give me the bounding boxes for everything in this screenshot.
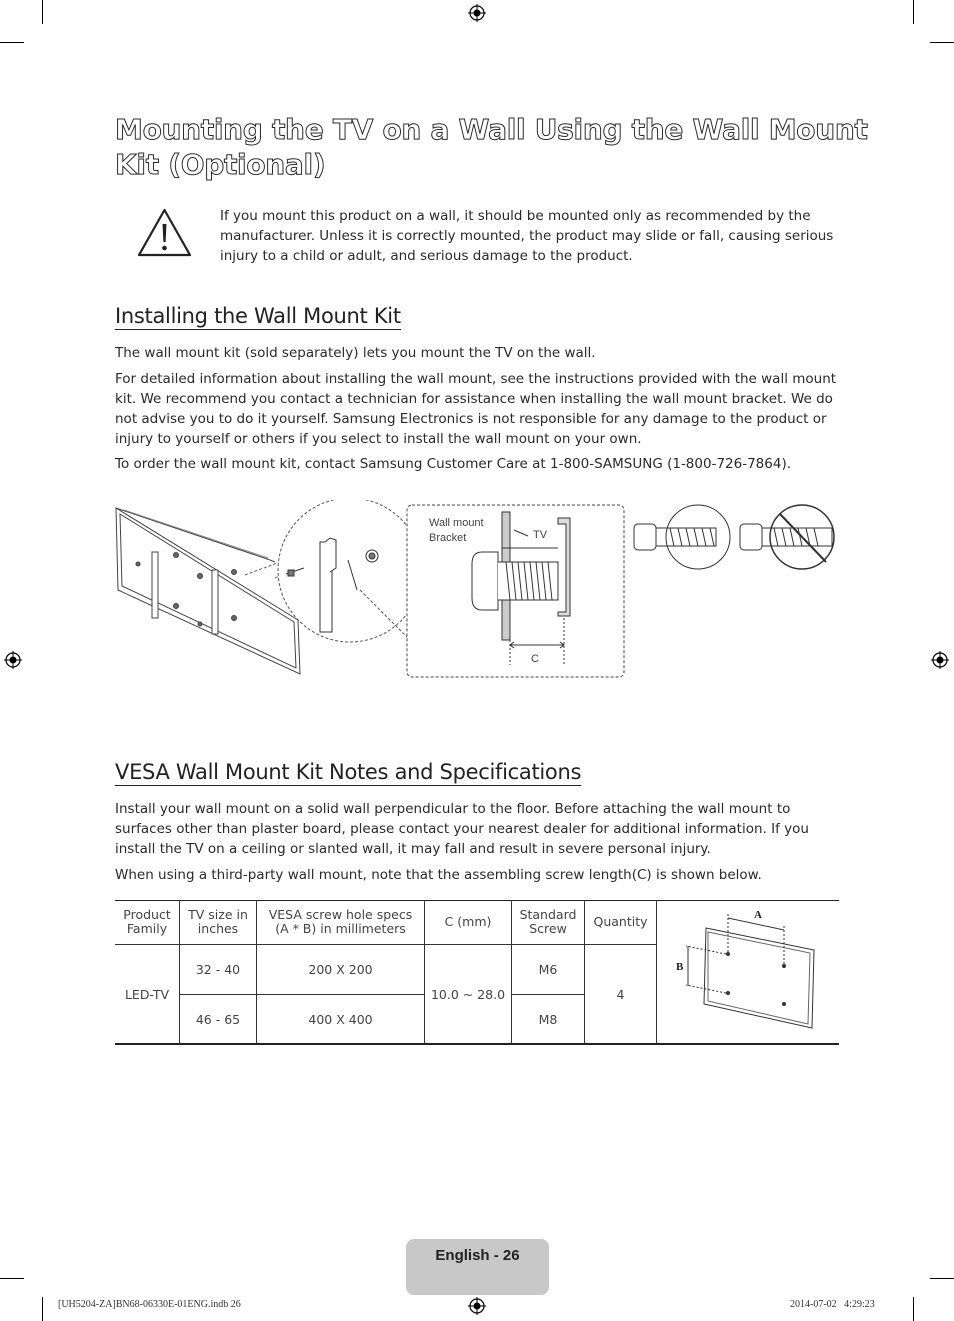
- label-wall-mount: Wall mount: [429, 517, 484, 529]
- header-product-family: Product Family: [115, 900, 180, 945]
- crop-mark: [0, 42, 24, 43]
- paragraph: Install your wall mount on a solid wall perpendicular to the floor. Before attaching the wall mount to surfaces other than plaster board, please contact your nearest dealer for additional information. If you install the TV on a ceiling or slanted wall, it may fall and result in severe personal injury.: [115, 801, 809, 857]
- label-tv: TV: [533, 529, 548, 541]
- crop-mark: [42, 1297, 43, 1321]
- crop-mark: [913, 1297, 914, 1321]
- page-number-tab: [406, 1239, 549, 1295]
- vesa-diagram-cell: [657, 900, 840, 1043]
- crop-mark: [930, 1278, 954, 1279]
- header-standard-screw: Standard Screw: [512, 900, 585, 945]
- page-title: Mounting the TV on a Wall Using the Wall Mount Kit (Optional): [115, 113, 868, 181]
- label-c: C: [531, 653, 539, 665]
- crop-mark: [42, 0, 43, 24]
- crop-mark: [930, 42, 954, 43]
- header-c-mm: C (mm): [425, 900, 512, 945]
- cell-quantity: 4: [585, 945, 657, 1044]
- vesa-spec-table: [115, 900, 839, 1043]
- warning-triangle-icon: [136, 207, 193, 259]
- print-slug-left: [UH5204-ZA]BN68-06330E-01ENG.indb 26: [58, 1299, 241, 1310]
- registration-mark-icon: [468, 4, 486, 22]
- registration-mark-icon: [468, 1297, 486, 1315]
- cell-size: 32 - 40: [180, 945, 257, 995]
- cell-size: 46 - 65: [180, 995, 257, 1044]
- registration-mark-icon: [4, 651, 22, 669]
- label-bracket: Bracket: [429, 532, 467, 544]
- section-heading-vesa: VESA Wall Mount Kit Notes and Specifications: [115, 760, 582, 784]
- header-quantity: Quantity: [585, 900, 657, 945]
- paragraph: When using a third-party wall mount, note that the assembling screw length(C) is shown below.: [115, 867, 762, 883]
- crop-mark: [913, 0, 914, 24]
- vesa-hole-diagram: [658, 900, 838, 1040]
- cell-vesa: 400 X 400: [257, 995, 425, 1044]
- header-vesa-specs: VESA screw hole specs (A * B) in millimeters: [257, 900, 425, 945]
- cell-screw: M8: [512, 995, 585, 1044]
- paragraph: To order the wall mount kit, contact Samsung Customer Care at 1-800-SAMSUNG (1-800-726-7864).: [115, 456, 792, 472]
- print-slug-right: 2014-07-02 4:29:23: [790, 1299, 875, 1310]
- warning-text: If you mount this product on a wall, it should be mounted only as recommended by the manufacturer. Unless it is correctly mounted, the product may slide or fall, causing serious injury to a child or adult, and serious damage to the product.: [220, 208, 834, 264]
- header-tv-size: TV size in inches: [180, 900, 257, 945]
- cell-vesa: 200 X 200: [257, 945, 425, 995]
- paragraph: The wall mount kit (sold separately) lets you mount the TV on the wall.: [115, 345, 596, 361]
- dimension-b-label: B: [676, 961, 684, 973]
- section-heading-installing: Installing the Wall Mount Kit: [115, 304, 401, 328]
- table-bottom-rule: [115, 1043, 839, 1045]
- dimension-a-label: A: [754, 909, 762, 921]
- wall-mount-illustration: [110, 500, 840, 680]
- registration-mark-icon: [931, 651, 949, 669]
- page-number-label: English - 26: [435, 1247, 520, 1264]
- paragraph: For detailed information about installing the wall mount, see the instructions provided with the wall mount kit. We recommend you contact a technician for assistance when installing the wall mount bracket. We do not advise you to do it yourself. Samsung Electronics is not responsible for any damage to the product or injury to yourself or others if you select to install the wall mount on your own.: [115, 371, 837, 447]
- crop-mark: [0, 1278, 24, 1279]
- cell-c-range: 10.0 ~ 28.0: [425, 945, 512, 1044]
- cell-family: LED-TV: [115, 945, 180, 1044]
- cell-screw: M6: [512, 945, 585, 995]
